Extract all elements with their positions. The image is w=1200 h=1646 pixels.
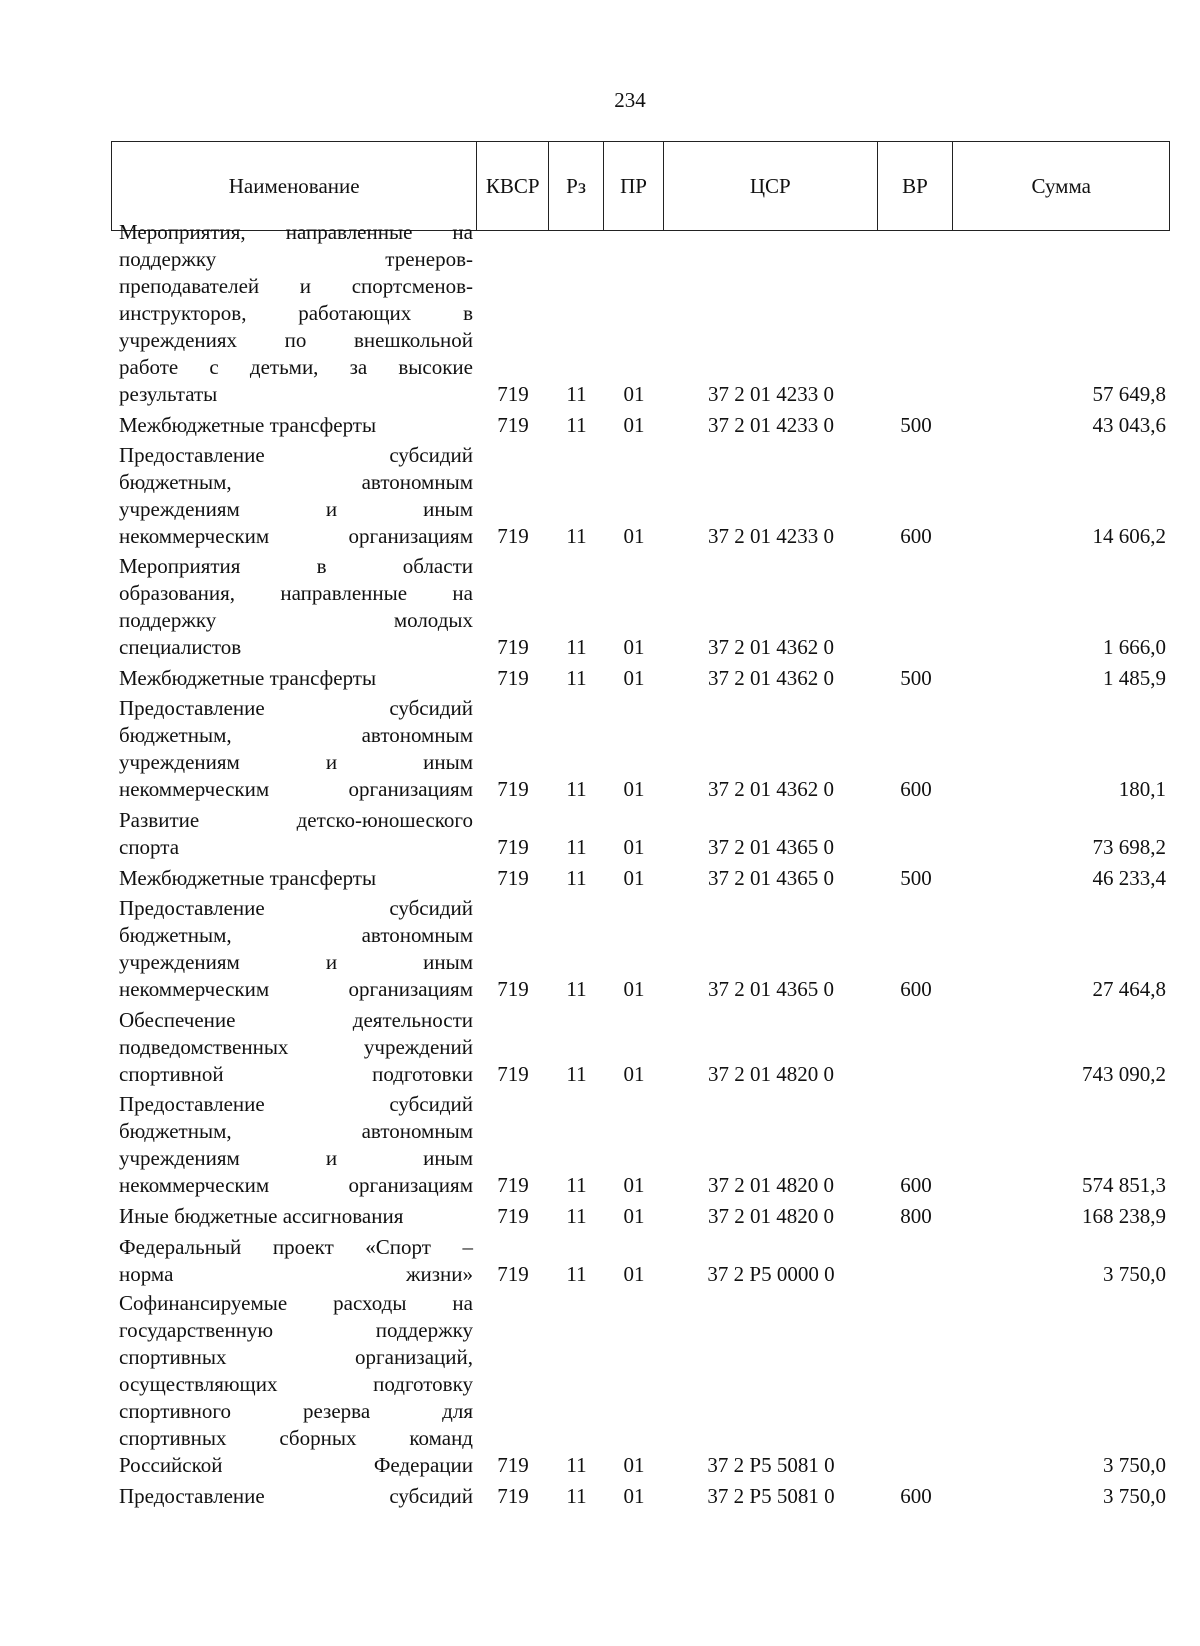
row-csr: 37 2 01 4820 0 — [708, 1173, 834, 1197]
table-row — [111, 1003, 1170, 1088]
row-rz: 11 — [566, 1453, 587, 1477]
row-sum: 180,1 — [1118, 777, 1166, 801]
header-sum: Сумма — [1031, 173, 1091, 198]
header-vr: ВР — [878, 142, 954, 230]
row-rz: 11 — [566, 777, 587, 801]
row-sum: 168 238,9 — [1082, 1204, 1166, 1228]
row-name: Предоставление субсидий бюджетным, автономным учреждениям и иным некоммерческим организациям — [119, 896, 473, 1001]
row-vr: 500 — [900, 666, 932, 690]
row-rz: 11 — [566, 1204, 587, 1228]
row-rz: 11 — [566, 977, 587, 1001]
row-sum: 14 606,2 — [1092, 524, 1166, 548]
table-row — [111, 1230, 1170, 1288]
row-csr: 37 2 01 4233 0 — [708, 524, 834, 548]
row-pr: 01 — [623, 835, 645, 859]
row-csr: 37 2 P5 0000 0 — [707, 1262, 835, 1286]
row-vr: 800 — [900, 1204, 932, 1228]
row-name: Мероприятия в области образования, направленные на поддержку молодых специалистов — [119, 554, 473, 659]
row-sum: 57 649,8 — [1092, 382, 1166, 406]
row-sum: 3 750,0 — [1103, 1262, 1166, 1286]
row-pr: 01 — [623, 866, 645, 890]
row-csr: 37 2 P5 5081 0 — [707, 1453, 835, 1477]
row-name: Межбюджетные трансферты — [119, 666, 377, 690]
row-sum: 574 851,3 — [1082, 1173, 1166, 1197]
row-rz: 11 — [566, 1484, 587, 1508]
table-row — [111, 550, 1170, 661]
row-kvsr: 719 — [497, 866, 529, 890]
header-csr: ЦСР — [664, 142, 878, 230]
row-pr: 01 — [623, 635, 645, 659]
row-pr: 01 — [623, 382, 645, 406]
row-rz: 11 — [566, 413, 587, 437]
table-row — [111, 1288, 1170, 1479]
table-row — [111, 1088, 1170, 1199]
row-vr: 600 — [900, 1484, 932, 1508]
row-sum: 43 043,6 — [1092, 413, 1166, 437]
row-pr: 01 — [623, 1484, 645, 1508]
row-rz: 11 — [566, 1262, 587, 1286]
row-kvsr: 719 — [497, 635, 529, 659]
row-pr: 01 — [623, 977, 645, 1001]
row-name: Межбюджетные трансферты — [119, 866, 377, 890]
table-header — [111, 141, 1170, 231]
row-csr: 37 2 01 4365 0 — [708, 835, 834, 859]
row-kvsr: 719 — [497, 1262, 529, 1286]
table-row — [111, 661, 1170, 692]
header-rz: Рз — [549, 142, 604, 230]
row-csr: 37 2 P5 5081 0 — [707, 1484, 835, 1508]
row-csr: 37 2 01 4820 0 — [708, 1062, 834, 1086]
row-name: Софинансируемые расходы на государственную поддержку спортивных организаций, осуществляющих подготовку спортивного резерва для спортивных сборных команд Российской Федерации — [119, 1291, 473, 1477]
row-rz: 11 — [566, 866, 587, 890]
header-name: Наименование — [112, 142, 477, 230]
row-csr: 37 2 01 4820 0 — [708, 1204, 834, 1228]
table-body — [111, 220, 1170, 1510]
row-kvsr: 719 — [497, 977, 529, 1001]
row-name: Мероприятия, направленные на поддержку тренеров- преподавателей и спортсменов- инструкторов, работающих в учреждениях по внешкольной работе с детьми, за высокие результаты — [119, 220, 473, 406]
row-sum: 27 464,8 — [1092, 977, 1166, 1001]
row-name: Обеспечение деятельности подведомственных учреждений спортивной подготовки — [119, 1008, 473, 1086]
table-row — [111, 803, 1170, 861]
table-row — [111, 861, 1170, 892]
row-name: Предоставление субсидий бюджетным, автономным учреждениям и иным некоммерческим организациям — [119, 443, 473, 548]
row-kvsr: 719 — [497, 382, 529, 406]
row-kvsr: 719 — [497, 524, 529, 548]
row-name: Предоставление субсидий бюджетным, автономным учреждениям и иным некоммерческим организациям — [119, 696, 473, 801]
row-csr: 37 2 01 4233 0 — [708, 382, 834, 406]
table-row — [111, 892, 1170, 1003]
row-csr: 37 2 01 4233 0 — [708, 413, 834, 437]
row-sum: 1 485,9 — [1103, 666, 1166, 690]
row-name: Развитие детско-юношеского спорта — [119, 808, 473, 859]
row-pr: 01 — [623, 777, 645, 801]
row-csr: 37 2 01 4365 0 — [708, 866, 834, 890]
row-csr: 37 2 01 4362 0 — [708, 666, 834, 690]
page-number: 234 — [614, 88, 646, 112]
row-name: Предоставление субсидий — [119, 1484, 473, 1508]
row-kvsr: 719 — [497, 1484, 529, 1508]
row-pr: 01 — [623, 524, 645, 548]
table-row — [111, 1199, 1170, 1230]
row-kvsr: 719 — [497, 835, 529, 859]
row-sum: 46 233,4 — [1092, 866, 1166, 890]
row-kvsr: 719 — [497, 1204, 529, 1228]
row-kvsr: 719 — [497, 1453, 529, 1477]
row-rz: 11 — [566, 382, 587, 406]
row-csr: 37 2 01 4365 0 — [708, 977, 834, 1001]
header-kvsr: КВСР — [477, 142, 549, 230]
row-sum: 743 090,2 — [1082, 1062, 1166, 1086]
header-pr: ПР — [604, 142, 664, 230]
row-sum: 3 750,0 — [1103, 1453, 1166, 1477]
row-vr: 600 — [900, 524, 932, 548]
row-vr: 600 — [900, 977, 932, 1001]
row-sum: 1 666,0 — [1103, 635, 1166, 659]
row-pr: 01 — [623, 666, 645, 690]
row-vr: 500 — [900, 413, 932, 437]
table-row — [111, 692, 1170, 803]
row-name: Иные бюджетные ассигнования — [119, 1204, 404, 1228]
row-kvsr: 719 — [497, 1062, 529, 1086]
row-sum: 73 698,2 — [1092, 835, 1166, 859]
table-row — [111, 439, 1170, 550]
row-rz: 11 — [566, 635, 587, 659]
row-rz: 11 — [566, 524, 587, 548]
row-pr: 01 — [623, 1262, 645, 1286]
row-csr: 37 2 01 4362 0 — [708, 777, 834, 801]
row-rz: 11 — [566, 1173, 587, 1197]
row-rz: 11 — [566, 835, 587, 859]
row-name: Межбюджетные трансферты — [119, 413, 377, 437]
row-csr: 37 2 01 4362 0 — [708, 635, 834, 659]
row-vr: 600 — [900, 1173, 932, 1197]
row-vr: 600 — [900, 777, 932, 801]
row-pr: 01 — [623, 1173, 645, 1197]
row-pr: 01 — [623, 1062, 645, 1086]
row-kvsr: 719 — [497, 777, 529, 801]
table-row — [111, 1479, 1170, 1510]
row-rz: 11 — [566, 1062, 587, 1086]
row-pr: 01 — [623, 1204, 645, 1228]
row-kvsr: 719 — [497, 413, 529, 437]
row-sum: 3 750,0 — [1103, 1484, 1166, 1508]
row-pr: 01 — [623, 1453, 645, 1477]
row-vr: 500 — [900, 866, 932, 890]
row-kvsr: 719 — [497, 666, 529, 690]
row-kvsr: 719 — [497, 1173, 529, 1197]
row-pr: 01 — [623, 413, 645, 437]
row-name: Федеральный проект «Спорт – норма жизни» — [119, 1235, 473, 1286]
row-rz: 11 — [566, 666, 587, 690]
row-name: Предоставление субсидий бюджетным, автономным учреждениям и иным некоммерческим организациям — [119, 1092, 473, 1197]
table-row — [111, 220, 1170, 408]
table-row — [111, 408, 1170, 439]
